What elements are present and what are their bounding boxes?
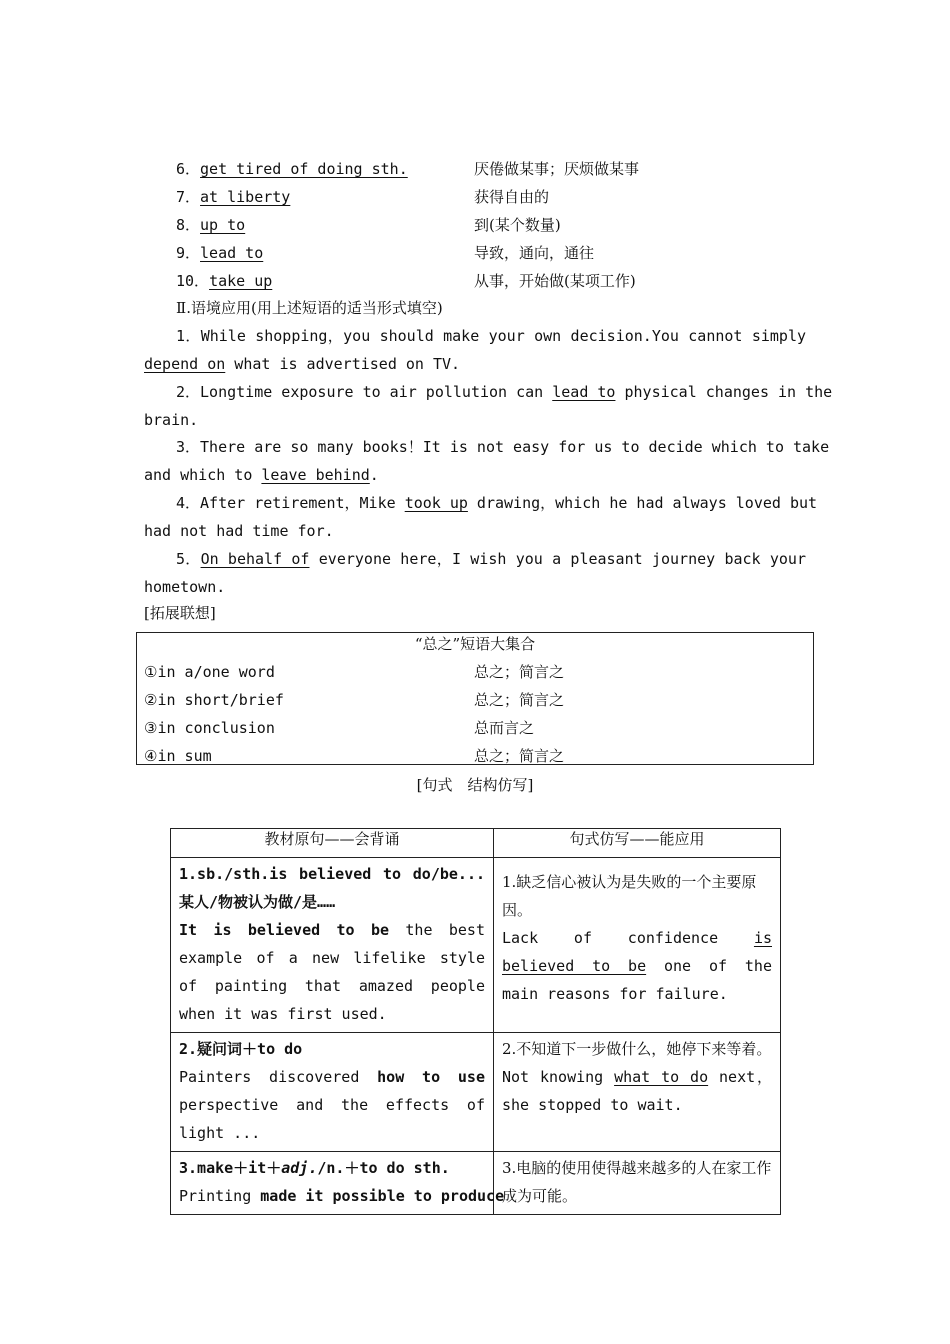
exercise-1-line2: depend on what is advertised on TV.	[144, 355, 461, 373]
summary-phrase-en: ①in a/one word	[144, 663, 275, 681]
exercise-1-line1: 1．While shopping，you should make your own decision.You cannot simply	[176, 327, 807, 345]
imitation-cell	[494, 1152, 781, 1215]
vocab-item-6: 6．get tired of doing sth.	[176, 160, 408, 178]
answer-blank: what to do	[614, 1068, 709, 1086]
example-2: Painters discovered how to use perspective and the effects of light ...	[179, 1068, 485, 1142]
summary-phrase-cn: 总之；简言之	[474, 747, 565, 765]
vocab-item-8: 8．up to	[176, 216, 246, 234]
exercise-2-line2: brain.	[144, 411, 199, 429]
answer-blank: took up	[404, 494, 468, 512]
answer-blank: lead to	[552, 383, 616, 401]
vocab-phrase: at liberty	[200, 188, 291, 206]
exercise-5-line1: 5．On behalf of everyone here，I wish you a pleasant journey back your	[176, 550, 806, 568]
pattern-2: 2.疑问词＋to do	[179, 1040, 303, 1058]
original-cell	[171, 1152, 505, 1215]
vocab-item-7: 7．at liberty	[176, 188, 291, 206]
answer-blank: leave behind	[261, 466, 370, 484]
vocab-meaning: 从事，开始做(某项工作)	[474, 272, 636, 290]
vocab-meaning: 获得自由的	[474, 188, 550, 206]
vocab-phrase: take up	[209, 272, 273, 290]
extension-label: [拓展联想]	[144, 604, 216, 622]
col-header-original: 教材原句——会背诵	[171, 829, 494, 858]
vocab-phrase: lead to	[200, 244, 264, 262]
vocab-meaning: 厌倦做某事；厌烦做某事	[474, 160, 640, 178]
summary-phrase-en: ③in conclusion	[144, 719, 275, 737]
summary-phrase-en: ④in sum	[144, 747, 212, 765]
original-cell	[171, 858, 494, 1033]
exercise-5-line2: hometown.	[144, 578, 226, 596]
imitation-3-cn: 3.电脑的使用使得越来越多的人在家工作成为可能。	[502, 1159, 772, 1205]
vocab-phrase: up to	[200, 216, 246, 234]
vocab-item-10: 10．take up	[176, 272, 273, 290]
pattern-3: 3.make＋it＋adj./n.＋to do sth.	[179, 1159, 450, 1177]
vocab-meaning: 导致，通向，通往	[474, 244, 595, 262]
pattern-1: 1.sb./sth.is believed to do/be... 某人/物被认为做/是……	[179, 865, 485, 911]
section-title: Ⅱ.语境应用(用上述短语的适当形式填空)	[176, 299, 443, 317]
summary-phrase-cn: 总之；简言之	[474, 691, 565, 709]
table-header-row	[171, 829, 781, 858]
sentence-section-title: [句式 结构仿写]	[416, 776, 534, 794]
exercise-3-line2: and which to leave behind.	[144, 466, 379, 484]
table-row	[171, 1033, 781, 1152]
exercise-2-line1: 2．Longtime exposure to air pollution can lead to physical changes in the	[176, 383, 833, 401]
imitation-1-cn: 1.缺乏信心被认为是失败的一个主要原因。	[502, 873, 757, 919]
exercise-4-line1: 4．After retirement，Mike took up drawing，which he had always loved but	[176, 494, 818, 512]
exercise-4-line2: had not had time for.	[144, 522, 334, 540]
summary-box-title: “总之”短语大集合	[414, 635, 536, 653]
summary-phrase-cn: 总之；简言之	[474, 663, 565, 681]
vocab-phrase: get tired of doing sth.	[200, 160, 408, 178]
summary-phrase-en: ②in short/brief	[144, 691, 284, 709]
exercise-3-line1: 3．There are so many books！It is not easy for us to decide which to take	[176, 438, 830, 456]
vocab-item-9: 9．lead to	[176, 244, 264, 262]
vocab-meaning: 到(某个数量)	[474, 216, 561, 234]
example-1: It is believed to be the best example of a new lifelike style of painting that amazed people when it was first used.	[179, 921, 485, 1023]
sentence-pattern-table	[170, 828, 781, 1215]
answer-blank: is believed to be	[502, 929, 772, 975]
answer-blank: depend on	[144, 355, 226, 373]
imitation-cell	[494, 1033, 781, 1152]
imitation-2-en: Not knowing what to do next，she stopped to wait.	[502, 1068, 772, 1114]
imitation-cell	[494, 858, 781, 1033]
imitation-2-cn: 2.不知道下一步做什么，她停下来等着。	[502, 1040, 772, 1058]
summary-phrase-cn: 总而言之	[474, 719, 535, 737]
col-header-imitation: 句式仿写——能应用	[494, 829, 781, 858]
answer-blank: On behalf of	[200, 550, 310, 568]
table-row	[171, 1152, 781, 1215]
original-cell	[171, 1033, 494, 1152]
imitation-1-en: Lack of confidence is believed to be one of the main reasons for failure.	[502, 929, 772, 1003]
example-3: Printing made it possible to produce	[179, 1187, 505, 1205]
table-row	[171, 858, 781, 1033]
